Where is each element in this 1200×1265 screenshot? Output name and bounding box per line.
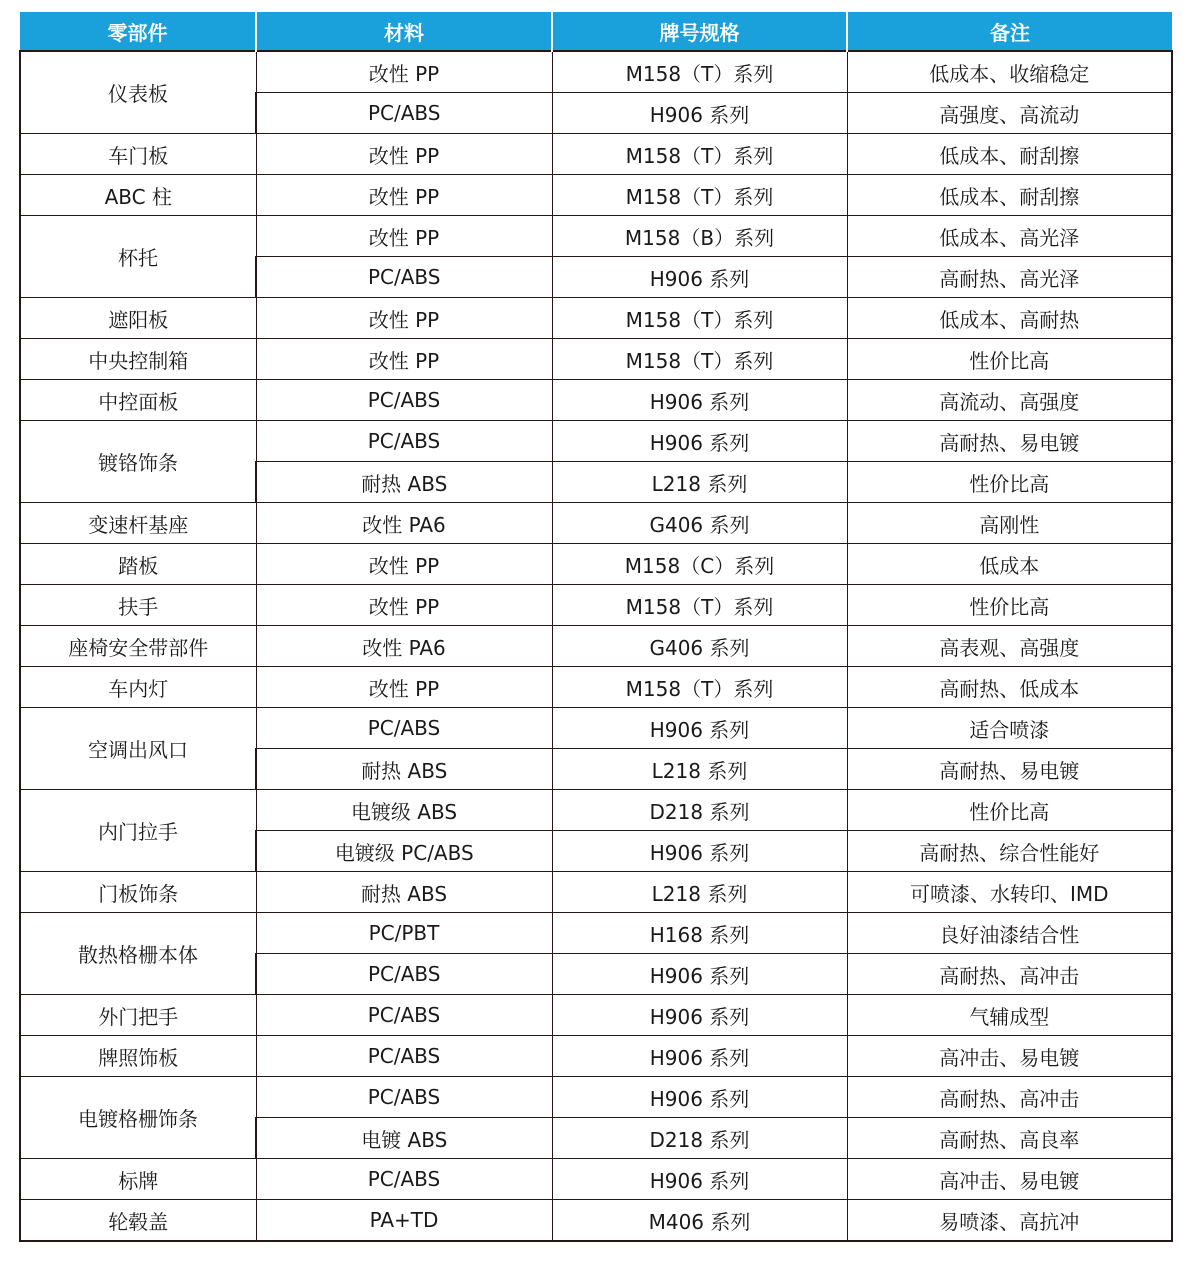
grade-cell: H906 系列 (552, 93, 847, 134)
grade-cell: M158（T）系列 (552, 339, 847, 380)
remarks-cell: 高强度、高流动 (847, 93, 1172, 134)
material-cell: 改性 PP (256, 585, 552, 626)
material-cell: PC/ABS (256, 1077, 552, 1118)
grade-cell: H906 系列 (552, 1036, 847, 1077)
table-row (20, 913, 1172, 954)
grade-cell: M158（C）系列 (552, 544, 847, 585)
header-remarks: 备注 (847, 12, 1172, 51)
table-row (20, 544, 1172, 585)
table-row (20, 626, 1172, 667)
material-cell: PC/ABS (256, 421, 552, 462)
material-cell: 改性 PP (256, 544, 552, 585)
remarks-cell: 高耐热、综合性能好 (847, 831, 1172, 872)
table-body (20, 51, 1172, 1241)
part-name-cell: 电镀格栅饰条 (20, 1077, 256, 1159)
material-cell: PC/ABS (256, 1159, 552, 1200)
grade-cell: M158（T）系列 (552, 585, 847, 626)
grade-cell: L218 系列 (552, 749, 847, 790)
remarks-cell: 高耐热、易电镀 (847, 421, 1172, 462)
remarks-cell: 低成本、耐刮擦 (847, 175, 1172, 216)
table-row (20, 51, 1172, 93)
remarks-cell: 高冲击、易电镀 (847, 1159, 1172, 1200)
grade-cell: G406 系列 (552, 503, 847, 544)
remarks-cell: 适合喷漆 (847, 708, 1172, 749)
header-part: 零部件 (20, 12, 256, 51)
part-name-cell: 变速杆基座 (20, 503, 256, 544)
grade-cell: H906 系列 (552, 1077, 847, 1118)
grade-cell: H906 系列 (552, 421, 847, 462)
grade-cell: H906 系列 (552, 995, 847, 1036)
material-cell: 电镀级 PC/ABS (256, 831, 552, 872)
grade-cell: D218 系列 (552, 790, 847, 831)
material-cell: 改性 PP (256, 339, 552, 380)
part-name-cell: 中央控制箱 (20, 339, 256, 380)
grade-cell: H906 系列 (552, 257, 847, 298)
table-row (20, 1159, 1172, 1200)
grade-cell: H906 系列 (552, 831, 847, 872)
table-row (20, 790, 1172, 831)
remarks-cell: 高流动、高强度 (847, 380, 1172, 421)
grade-cell: H906 系列 (552, 708, 847, 749)
material-cell: 耐热 ABS (256, 872, 552, 913)
part-name-cell: 中控面板 (20, 380, 256, 421)
remarks-cell: 低成本、耐刮擦 (847, 134, 1172, 175)
remarks-cell: 高耐热、高冲击 (847, 954, 1172, 995)
header-material: 材料 (256, 12, 552, 51)
grade-cell: M158（T）系列 (552, 667, 847, 708)
header-grade: 牌号规格 (552, 12, 847, 51)
table-row (20, 1200, 1172, 1242)
grade-cell: M406 系列 (552, 1200, 847, 1242)
grade-cell: L218 系列 (552, 462, 847, 503)
part-name-cell: 轮毂盖 (20, 1200, 256, 1242)
remarks-cell: 低成本、高光泽 (847, 216, 1172, 257)
material-cell: 改性 PP (256, 298, 552, 339)
header-row (20, 12, 1172, 51)
grade-cell: H168 系列 (552, 913, 847, 954)
remarks-cell: 高刚性 (847, 503, 1172, 544)
part-name-cell: 踏板 (20, 544, 256, 585)
table-row (20, 216, 1172, 257)
part-name-cell: 空调出风口 (20, 708, 256, 790)
material-cell: PC/ABS (256, 257, 552, 298)
part-name-cell: 镀铬饰条 (20, 421, 256, 503)
remarks-cell: 性价比高 (847, 339, 1172, 380)
remarks-cell: 性价比高 (847, 462, 1172, 503)
grade-cell: M158（B）系列 (552, 216, 847, 257)
material-cell: PC/ABS (256, 380, 552, 421)
part-name-cell: ABC 柱 (20, 175, 256, 216)
part-name-cell: 散热格栅本体 (20, 913, 256, 995)
table-row (20, 1077, 1172, 1118)
material-cell: 改性 PA6 (256, 626, 552, 667)
table-row (20, 708, 1172, 749)
remarks-cell: 高耐热、高光泽 (847, 257, 1172, 298)
table-row (20, 380, 1172, 421)
material-cell: 改性 PP (256, 216, 552, 257)
remarks-cell: 良好油漆结合性 (847, 913, 1172, 954)
material-cell: 改性 PP (256, 667, 552, 708)
grade-cell: M158（T）系列 (552, 175, 847, 216)
material-cell: PC/ABS (256, 954, 552, 995)
material-cell: 改性 PA6 (256, 503, 552, 544)
material-cell: PC/ABS (256, 708, 552, 749)
table-row (20, 175, 1172, 216)
grade-cell: H906 系列 (552, 954, 847, 995)
material-cell: PC/ABS (256, 93, 552, 134)
remarks-cell: 易喷漆、高抗冲 (847, 1200, 1172, 1242)
material-cell: 改性 PP (256, 175, 552, 216)
grade-cell: H906 系列 (552, 380, 847, 421)
part-name-cell: 标牌 (20, 1159, 256, 1200)
remarks-cell: 高冲击、易电镀 (847, 1036, 1172, 1077)
remarks-cell: 高耐热、易电镀 (847, 749, 1172, 790)
table-row (20, 667, 1172, 708)
part-name-cell: 门板饰条 (20, 872, 256, 913)
table-row (20, 421, 1172, 462)
table-row (20, 872, 1172, 913)
materials-table (19, 12, 1173, 1242)
grade-cell: M158（T）系列 (552, 134, 847, 175)
table-row (20, 585, 1172, 626)
remarks-cell: 低成本 (847, 544, 1172, 585)
material-cell: 耐热 ABS (256, 749, 552, 790)
remarks-cell: 高耐热、高冲击 (847, 1077, 1172, 1118)
part-name-cell: 仪表板 (20, 51, 256, 134)
material-cell: PA+TD (256, 1200, 552, 1242)
grade-cell: H906 系列 (552, 1159, 847, 1200)
material-cell: 改性 PP (256, 51, 552, 93)
material-cell: 改性 PP (256, 134, 552, 175)
table-row (20, 995, 1172, 1036)
material-cell: PC/ABS (256, 1036, 552, 1077)
remarks-cell: 高表观、高强度 (847, 626, 1172, 667)
remarks-cell: 气辅成型 (847, 995, 1172, 1036)
material-cell: PC/PBT (256, 913, 552, 954)
part-name-cell: 遮阳板 (20, 298, 256, 339)
material-cell: PC/ABS (256, 995, 552, 1036)
part-name-cell: 座椅安全带部件 (20, 626, 256, 667)
table-row (20, 298, 1172, 339)
part-name-cell: 车门板 (20, 134, 256, 175)
remarks-cell: 高耐热、低成本 (847, 667, 1172, 708)
table-row (20, 1036, 1172, 1077)
grade-cell: D218 系列 (552, 1118, 847, 1159)
part-name-cell: 外门把手 (20, 995, 256, 1036)
grade-cell: M158（T）系列 (552, 298, 847, 339)
material-cell: 电镀级 ABS (256, 790, 552, 831)
remarks-cell: 性价比高 (847, 790, 1172, 831)
material-cell: 耐热 ABS (256, 462, 552, 503)
remarks-cell: 低成本、高耐热 (847, 298, 1172, 339)
grade-cell: L218 系列 (552, 872, 847, 913)
part-name-cell: 扶手 (20, 585, 256, 626)
grade-cell: G406 系列 (552, 626, 847, 667)
remarks-cell: 高耐热、高良率 (847, 1118, 1172, 1159)
table-row (20, 339, 1172, 380)
part-name-cell: 牌照饰板 (20, 1036, 256, 1077)
remarks-cell: 低成本、收缩稳定 (847, 51, 1172, 93)
remarks-cell: 可喷漆、水转印、IMD (847, 872, 1172, 913)
table-row (20, 134, 1172, 175)
part-name-cell: 车内灯 (20, 667, 256, 708)
material-cell: 电镀 ABS (256, 1118, 552, 1159)
table-row (20, 503, 1172, 544)
part-name-cell: 内门拉手 (20, 790, 256, 872)
remarks-cell: 性价比高 (847, 585, 1172, 626)
part-name-cell: 杯托 (20, 216, 256, 298)
grade-cell: M158（T）系列 (552, 51, 847, 93)
